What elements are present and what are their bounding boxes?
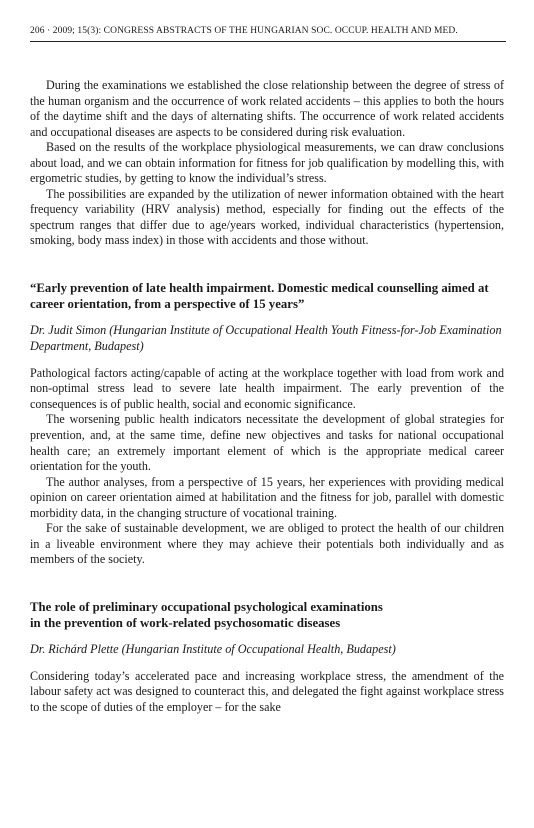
paragraph: During the examinations we established the close relationship between the degree of stress of the human organism and the occurrence of work related accidents – this applies to both the hours of the daytime shift and the days of alternating shifts. The occurrence of work related accidents and occupational diseases are aspects to be considered during risk evaluation. bbox=[30, 78, 504, 139]
abstract-title-line: The role of preliminary occupational psychological examinations bbox=[30, 599, 383, 614]
author-affiliation: Dr. Richárd Plette (Hungarian Institute of Occupational Health, Budapest) bbox=[30, 641, 396, 656]
abstract-title: “Early prevention of late health impairment. Domestic medical counselling aimed at career orientation, from a perspective of 15 years” bbox=[30, 281, 489, 312]
abstract-psychological-examinations bbox=[30, 599, 504, 715]
running-header: 206 · 2009; 15(3): CONGRESS ABSTRACTS OF THE HUNGARIAN SOC. OCCUP. HEALTH AND MED. bbox=[30, 26, 506, 42]
paragraph: Based on the results of the workplace physiological measurements, we can draw conclusions about load, and we can obtain information for fitness for job qualification by modelling this, with ergometric studies, by getting to know the individual’s stress. bbox=[30, 140, 504, 186]
abstract-title bbox=[30, 599, 504, 632]
abstract-early-prevention bbox=[30, 280, 504, 568]
paragraph: The author analyses, from a perspective of 15 years, her experiences with providing medical opinion on career orientation aimed at habilitation and the fitness for job, parallel with domestic morbidity data, in the changing structure of vocational training. bbox=[30, 474, 504, 520]
paragraph: The possibilities are expanded by the utilization of newer information obtained with the heart frequency variability (HRV analysis) method, especially for finding out the effects of the spectrum ranges that differ due to age/years worked, individual characteristics (hypertension, smoking, body mass index) in those with accidents and those without. bbox=[30, 186, 504, 248]
paragraph: Considering today’s accelerated pace and increasing workplace stress, the amendment of the labour safety act was designed to counteract this, and delegated the fight against workplace stress to the scope of duties of the employer – for the sake bbox=[30, 668, 504, 714]
page-body bbox=[30, 78, 504, 715]
paragraph: For the sake of sustainable development, we are obliged to protect the health of our children in a liveable environment where they may achieve their potentials both individually and as members of the society. bbox=[30, 521, 504, 567]
abstract-title-line: in the prevention of work-related psychosomatic diseases bbox=[30, 616, 341, 631]
paragraph: The worsening public health indicators necessitate the development of global strategies for prevention, and, at the same time, define new objectives and tasks for national occupational health care; an extremely important element of which is the appropriate medical career orientation for the youth. bbox=[30, 412, 504, 474]
paragraph: Pathological factors acting/capable of acting at the workplace together with load from work and non-optimal stress lead to severe late health impairment. The early prevention of the consequences is of public health, social and economic significance. bbox=[30, 365, 504, 411]
author-affiliation: Dr. Judit Simon (Hungarian Institute of Occupational Health Youth Fitness-for-Job Examination Department, Budapest) bbox=[30, 322, 502, 353]
abstract-continuation bbox=[30, 78, 504, 249]
